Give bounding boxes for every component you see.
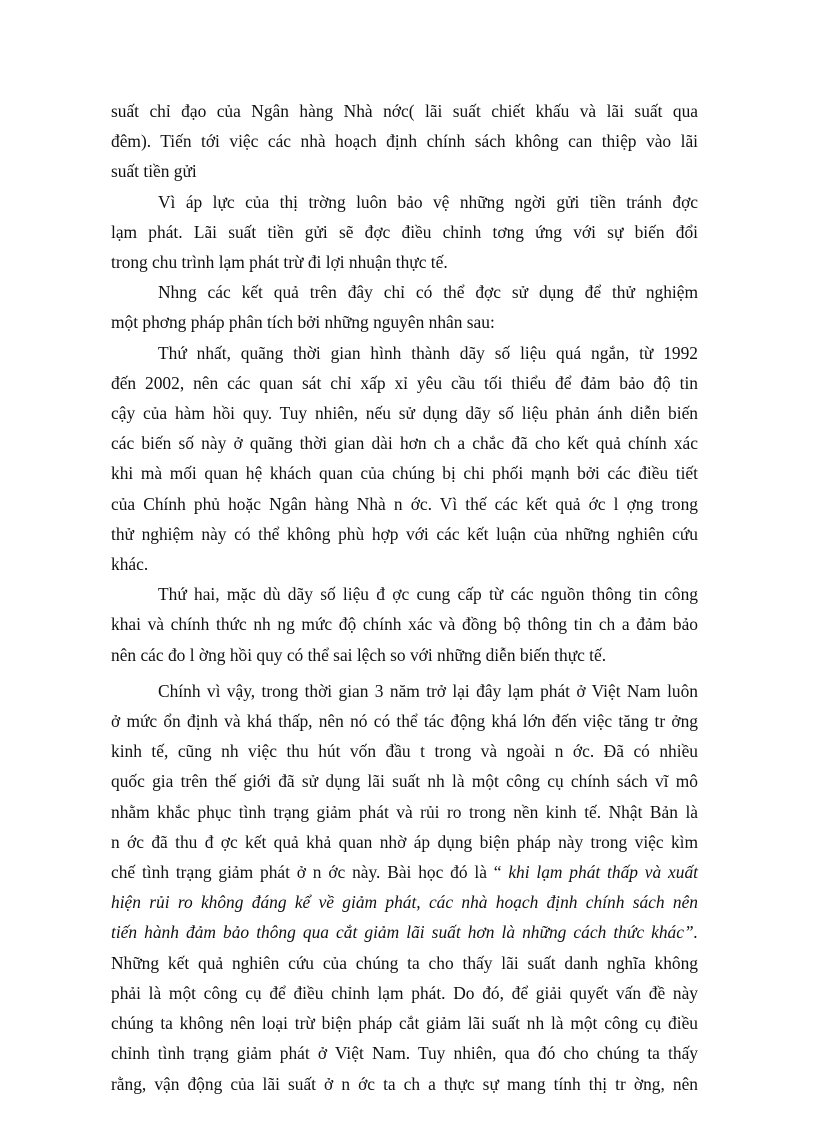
text-line: đến 2002, nên các quan sát chỉ xấp xỉ yêu cầu tối thiểu để đảm bảo độ tin — [111, 372, 698, 393]
text-line: nên các đo l ờng hồi quy có thể sai lệch so với những diễn biến thực tế. — [111, 644, 607, 665]
quote-line: tiến hành đảm bảo thông qua cắt giảm lãi suất hơn là những cách thức khác”. — [111, 922, 698, 943]
text-line: suất chỉ đạo của Ngân hàng Nhà nớc( lãi suất chiết khấu và lãi suất qua — [111, 101, 698, 121]
paragraph-5 — [111, 579, 698, 670]
text-line: phải là một công cụ để điều chỉnh lạm phát. Do đó, để giải quyết vấn đề này — [111, 982, 698, 1003]
text-line: Thứ nhất, quãng thời gian hình thành dãy số liệu quá ngắn, từ 1992 — [158, 342, 698, 363]
text-line: cậy của hàm hồi quy. Tuy nhiên, nếu sử dụng dãy số liệu phản ánh diễn biến — [111, 403, 698, 424]
text-normal-span: chế tình trạng giảm phát ở n ớc này. Bài học đó là “ — [111, 862, 509, 883]
quote-italic-span: khi lạm phát thấp và xuất — [508, 862, 698, 883]
text-line: Chính vì vậy, trong thời gian 3 năm trở lại đây lạm phát ở Việt Nam luôn — [158, 680, 698, 701]
text-line: đêm). Tiến tới việc các nhà hoạch định chính sách không can thiệp vào lãi — [111, 131, 698, 152]
text-line: nhằm khắc phục tình trạng giảm phát và rủi ro trong nền kinh tế. Nhật Bản là — [111, 801, 698, 822]
paragraph-1 — [111, 96, 698, 187]
text-line: Nhng các kết quả trên đây chỉ có thể đợc sử dụng để thử nghiệm — [158, 282, 698, 303]
paragraph-6 — [111, 676, 698, 1099]
text-line: ở mức ổn định và khá thấp, nên nó có thể tác động khá lớn đến việc tăng tr ởng — [111, 711, 698, 732]
text-line: các biến số này ở quãng thời gian dài hơn ch a chắc đã cho kết quả chính xác — [111, 433, 698, 454]
text-line: n ớc đã thu đ ợc kết quả khả quan nhờ áp dụng biện pháp này trong việc kìm — [111, 831, 698, 852]
paragraph-3 — [111, 277, 698, 337]
text-line: suất tiền gửi — [111, 161, 197, 182]
paragraph-4 — [111, 338, 698, 580]
text-line: Vì áp lực của thị trờng luôn bảo vệ những ngời gửi tiền tránh đợc — [158, 191, 698, 212]
text-line: chỉnh tình trạng giảm phát ở Việt Nam. Tuy nhiên, qua đó cho chúng ta thấy — [111, 1043, 698, 1064]
text-line: khi mà mối quan hệ khách quan của chúng bị chi phối mạnh bởi các điều tiết — [111, 463, 698, 484]
text-line: Những kết quả nghiên cứu của chúng ta cho thấy lãi suất danh nghĩa không — [111, 952, 698, 973]
quote-line: hiện rủi ro không đáng kể về giảm phát, các nhà hoạch định chính sách nên — [111, 892, 698, 913]
text-line: khác. — [111, 554, 149, 575]
text-line-mixed — [111, 857, 698, 887]
text-line: của Chính phủ hoặc Ngân hàng Nhà n ớc. Vì thế các kết quả ớc l ợng trong — [111, 493, 698, 514]
text-line: một phơng pháp phân tích bởi những nguyên nhân sau: — [111, 312, 495, 333]
paragraph-2 — [111, 187, 698, 278]
text-line: kinh tế, cũng nh việc thu hút vốn đầu t trong và ngoài n ớc. Đã có nhiều — [111, 741, 698, 762]
text-line: Thứ hai, mặc dù dãy số liệu đ ợc cung cấp từ các nguồn thông tin công — [158, 584, 698, 605]
text-line: lạm phát. Lãi suất tiền gửi sẽ đợc điều chỉnh tơng ứng với sự biến đổi — [111, 221, 698, 242]
text-line: quốc gia trên thế giới đã sử dụng lãi suất nh là một công cụ chính sách vĩ mô — [111, 771, 698, 792]
body-text — [111, 96, 698, 1099]
text-line: chúng ta không nên loại trừ biện pháp cắt giảm lãi suất nh là một công cụ điều — [111, 1013, 698, 1034]
text-line: trong chu trình lạm phát trừ đi lợi nhuận thực tế. — [111, 252, 448, 273]
text-line: rằng, vận động của lãi suất ở n ớc ta ch a thực sự mang tính thị tr ờng, nên — [111, 1073, 698, 1094]
text-line: thử nghiệm này có thể không phù hợp với các kết luận của những nghiên cứu — [111, 523, 698, 544]
text-line: khai và chính thức nh ng mức độ chính xác và đồng bộ thông tin ch a đảm bảo — [111, 614, 698, 635]
